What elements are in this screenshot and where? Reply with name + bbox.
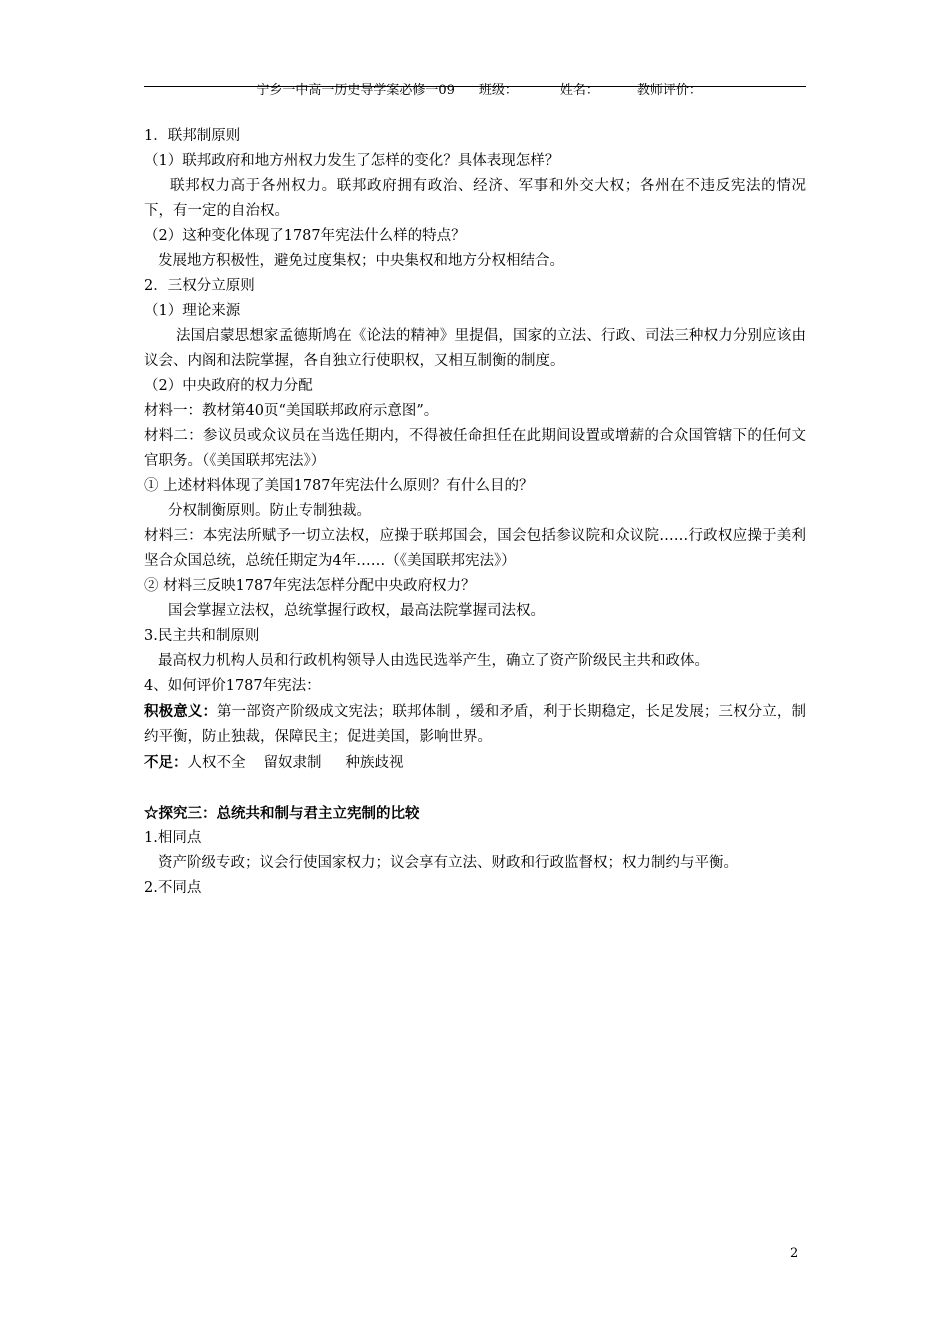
- shortcoming-item: 留奴隶制: [263, 755, 322, 771]
- explore-3-title: ☆探究三：总统共和制与君主立宪制的比较: [144, 805, 420, 822]
- header-name-label: 姓名：: [559, 83, 599, 98]
- explore-3-differences-title: 2.不同点: [144, 880, 202, 896]
- material-2: 材料二：参议员或众议员在当选任期内，不得被任命担任在此期间设置或增薪的合众国管辖下的任何文官职务。（《美国联邦宪法》）: [144, 428, 806, 469]
- positive-label: 积极意义: [144, 703, 203, 720]
- document-body: [144, 124, 806, 901]
- section-1-question-2: （2）这种变化体现了1787年宪法什么样的特点？: [144, 228, 466, 244]
- section-4-title: 4、如何评价1787年宪法：: [144, 678, 321, 694]
- header-class-label: 班级：: [478, 83, 518, 98]
- section-2-answer-1: 法国启蒙思想家孟德斯鸠在《论法的精神》里提倡，国家的立法、行政、司法三种权力分别应该由议会、内阁和法院掌握，各自独立行使职权，又相互制衡的制度。: [144, 328, 806, 369]
- material-1: 材料一：教材第40页“美国联邦政府示意图”。: [144, 403, 439, 419]
- section-1-answer-1: 联邦权力高于各州权力。联邦政府拥有政治、经济、军事和外交大权；各州在不违反宪法的情况下，有一定的自治权。: [144, 178, 806, 219]
- page-number: 2: [790, 1246, 799, 1261]
- shortcoming-item: 种族歧视: [345, 755, 404, 771]
- section-2-question-2: （2）中央政府的权力分配: [144, 378, 313, 394]
- explore-3-similarities-text: 资产阶级专政；议会行使国家权力；议会享有立法、财政和行政监督权；权力制约与平衡。: [158, 855, 738, 871]
- section-3-title: 3.民主共和制原则: [144, 628, 260, 644]
- section-1-answer-2: 发展地方积极性，避免过度集权；中央集权和地方分权相结合。: [158, 253, 564, 269]
- answer-a: 分权制衡原则。防止专制独裁。: [168, 503, 371, 519]
- explore-3-similarities-title: 1.相同点: [144, 830, 202, 846]
- question-b: ② 材料三反映1787年宪法怎样分配中央政府权力？: [144, 578, 476, 594]
- question-a: ① 上述材料体现了美国1787年宪法什么原则？有什么目的？: [144, 478, 534, 494]
- section-1-question-1: （1）联邦政府和地方州权力发生了怎样的变化？具体表现怎样？: [144, 153, 560, 169]
- shortcomings: 不足：人权不全 留奴隶制 种族歧视: [144, 754, 404, 771]
- positive-text: 第一部资产阶级成文宪法；联邦体制 ，缓和矛盾，利于长期稳定，长足发展；三权分立，制约平衡，防止独裁，保障民主；促进美国，影响世界。: [144, 704, 806, 745]
- shortcoming-item: 人权不全: [187, 755, 246, 771]
- section-2-question-1: （1）理论来源: [144, 303, 241, 319]
- answer-b: 国会掌握立法权，总统掌握行政权，最高法院掌握司法权。: [168, 603, 545, 619]
- positive-significance: 积极意义：第一部资产阶级成文宪法；联邦体制 ，缓和矛盾，利于长期稳定，长足发展；三权分立，制约平衡，防止独裁，保障民主；促进美国，影响世界。: [144, 703, 806, 745]
- shortcomings-label: 不足: [144, 754, 173, 771]
- section-3-answer: 最高权力机构人员和行政机构领导人由选民选举产生，确立了资产阶级民主共和政体。: [158, 653, 709, 669]
- header-teacher-label: 教师评价：: [636, 83, 702, 98]
- page-header: [144, 64, 806, 98]
- section-1-title: 1．联邦制原则: [144, 128, 241, 144]
- section-2-title: 2．三权分立原则: [144, 278, 255, 294]
- material-3: 材料三：本宪法所赋予一切立法权，应操于联邦国会，国会包括参议院和众议院……行政权应操于美利坚合众国总统，总统任期定为4年……（《美国联邦宪法》）: [144, 528, 806, 569]
- header-title: 宁乡一中高一历史导学案必修一09: [256, 83, 455, 98]
